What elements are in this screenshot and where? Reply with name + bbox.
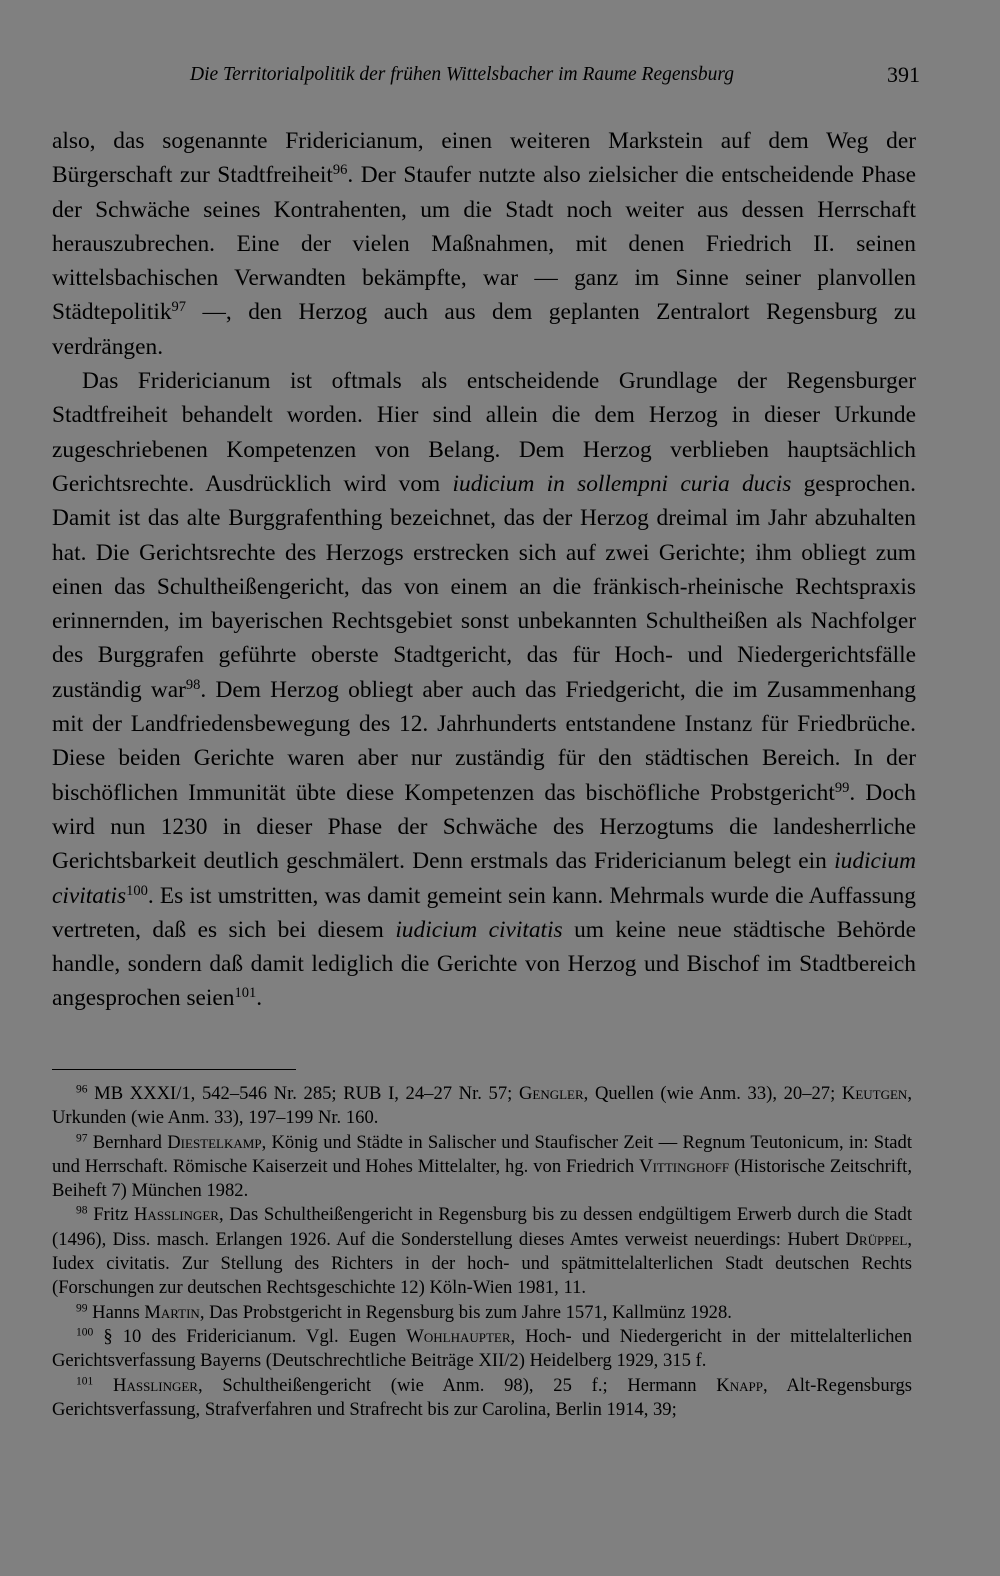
- footnote-ref: 100: [126, 882, 148, 899]
- running-title: Die Territorialpolitik der frühen Wittelsbacher im Raume Regensburg: [190, 64, 734, 85]
- footnote-number: 99: [76, 1302, 88, 1315]
- page-number: 391: [887, 62, 920, 87]
- text-run: . Es ist umstritten, was damit gemeint sein kann. Mehrmals wurde die Auffassung vertreten, daß es sich bei diesem: [52, 882, 916, 943]
- text-run: also, das sogenannte Fridericianum, einen weiteren Markstein auf dem Weg der Bürgerschaft zur Stadtfreiheit: [52, 128, 916, 189]
- footnote-ref: 101: [234, 985, 257, 1002]
- text-run: , Alt-Regensburgs Gerichtsverfassung, Strafverfahren und Strafrecht bis zur Carolina, Berlin 1914, 39;: [52, 1374, 912, 1420]
- author-name: Hasslinger: [134, 1204, 219, 1226]
- footnote-ref: 96: [332, 162, 348, 179]
- footnote-number: 100: [76, 1326, 94, 1339]
- text-run: um keine neue städtische Behörde handle, sondern daß damit lediglich die Gerichte von Herzog und Bischof im Stadtbereich angesprochen seien: [52, 916, 916, 1012]
- footnote-number: 97: [76, 1132, 88, 1145]
- footnote-97: [52, 1131, 912, 1204]
- text-run: MB XXXI/1, 542–546 Nr. 285; RUB I, 24–27 Nr. 57;: [94, 1083, 519, 1104]
- paragraph-1: [52, 124, 916, 364]
- text-run: , Quellen (wie Anm. 33), 20–27;: [583, 1083, 842, 1104]
- footnotes: [52, 1082, 912, 1422]
- text-run: gesprochen. Damit ist das alte Burggrafenthing bezeichnet, das der Herzog dreimal im Jahr abzuhalten hat. Die Gerichtsrechte des Herzogs erstrecken sich auf zwei Gerichte; ihm obliegt zum einen das Schultheißengericht, das von einem an die fränkisch-rheinische Rechtspraxis erinnernden, im bayerischen Rechtsgebiet sonst unbekannten Schultheißen als Nachfolger des Burggrafen geführte oberste Stadtgericht, das für Hoch- und Niedergerichtsfälle zuständig war: [52, 470, 916, 703]
- footnote-ref: 99: [834, 779, 850, 796]
- page-header: [190, 60, 920, 90]
- author-name: Keutgen: [841, 1083, 908, 1104]
- text-run: , Schultheißengericht (wie Anm. 98), 25 f.; Hermann: [197, 1374, 717, 1396]
- paragraph-2: [52, 364, 916, 1016]
- latin-term: iudicium civitatis: [395, 916, 563, 943]
- author-name: Wohlhaupter: [406, 1325, 511, 1347]
- text-run: . Doch wird nun 1230 in dieser Phase der Schwäche des Herzogtums die landesherrliche Gerichtsbarkeit deutlich geschmälert. Denn erstmals das Fridericianum belegt ein: [52, 779, 916, 875]
- footnote-101: [52, 1374, 912, 1423]
- author-name: Knapp: [716, 1374, 763, 1396]
- text-run: , Iudex civitatis. Zur Stellung des Richters in der hoch- und spätmittelalterlichen Stadt deutschen Rechts (Forschungen zur deutschen Rechtsgeschichte 12) Köln-Wien 1981, 11.: [52, 1228, 912, 1299]
- text-run: Das Fridericianum ist oftmals als entscheidende Grundlage der Regensburger Stadtfreiheit behandelt worden. Hier sind allein die dem Herzog in dieser Urkunde zugeschriebenen Kompetenzen von Belang. Dem Herzog verblieben hauptsächlich Gerichtsrechte. Ausdrücklich wird vom: [52, 368, 916, 497]
- text-run: , König und Städte in Salischer und Staufischer Zeit — Regnum Teutonicum, in: Stadt und Herrschaft. Römische Kaiserzeit und Hohes Mittelalter, hg. von Friedrich: [52, 1131, 912, 1177]
- text-run: .: [256, 985, 263, 1012]
- text-run: —, den Herzog auch aus dem geplanten Zentralort Regensburg zu verdrängen.: [52, 299, 916, 360]
- footnote-number: 96: [76, 1083, 88, 1096]
- text-run: (Historische Zeitschrift, Beiheft 7) München 1982.: [52, 1155, 912, 1202]
- author-name: Drüppel: [845, 1228, 908, 1250]
- latin-term: iudicium in sollempni curia ducis: [452, 470, 792, 497]
- footnote-ref: 97: [171, 299, 187, 316]
- text-run: Hanns: [92, 1301, 145, 1323]
- footnote-number: 101: [76, 1375, 94, 1388]
- author-name: Diestelkamp: [167, 1131, 262, 1153]
- latin-term: iudicium civitatis: [52, 848, 916, 909]
- footnote-96: [52, 1082, 912, 1131]
- author-name: Martin: [144, 1301, 200, 1323]
- text-run: , Urkunden (wie Anm. 33), 197–199 Nr. 160.: [52, 1083, 912, 1129]
- text-run: Bernhard: [92, 1131, 168, 1153]
- author-name: Hasslinger: [113, 1374, 198, 1396]
- text-run: . Der Staufer nutzte also zielsicher die entscheidende Phase der Schwäche seines Kontrahenten, um die Stadt noch weiter aus dessen Herrschaft herauszubrechen. Eine der vielen Maßnahmen, mit denen Friedrich II. seinen wittelsbachischen Verwandten bekämpfte, war — ganz im Sinne seiner planvollen Städtepolitik: [52, 162, 917, 326]
- footnote-divider: [52, 1069, 296, 1070]
- footnote-99: [52, 1301, 912, 1325]
- footnote-100: [52, 1325, 912, 1374]
- text-run: , Das Schultheißengericht in Regensburg bis zu dessen endgültigem Erwerb durch die Stadt (1496), Diss. masch. Erlangen 1926. Auf die Sonderstellung dieses Amtes verweist neuerdings: Hubert: [52, 1204, 912, 1250]
- footnote-ref: 98: [185, 676, 201, 693]
- footnote-number: 98: [76, 1205, 88, 1218]
- footnote-98: [52, 1203, 912, 1300]
- text-run: , Hoch- und Niedergericht in der mittelalterlichen Gerichtsverfassung Bayerns (Deutschrechtliche Beiträge XII/2) Heidelberg 1929, 315 f.: [52, 1325, 912, 1372]
- text-run: § 10 des Fridericianum. Vgl. Eugen: [103, 1325, 407, 1347]
- main-text: [52, 124, 916, 1016]
- text-run: , Das Probstgericht in Regensburg bis zum Jahre 1571, Kallmünz 1928.: [199, 1301, 732, 1323]
- author-name: Gengler: [518, 1083, 584, 1104]
- author-name: Vittinghoff: [639, 1155, 730, 1177]
- text-run: Fritz: [93, 1204, 134, 1226]
- text-run: . Dem Herzog obliegt aber auch das Friedgericht, die im Zusammenhang mit der Landfriedensbewegung des 12. Jahrhunderts entstandene Instanz für Friedbrüche. Diese beiden Gerichte waren aber nur zuständig für den städtischen Bereich. In der bischöflichen Immunität übte diese Kompetenzen das bischöfliche Probstgericht: [52, 676, 916, 806]
